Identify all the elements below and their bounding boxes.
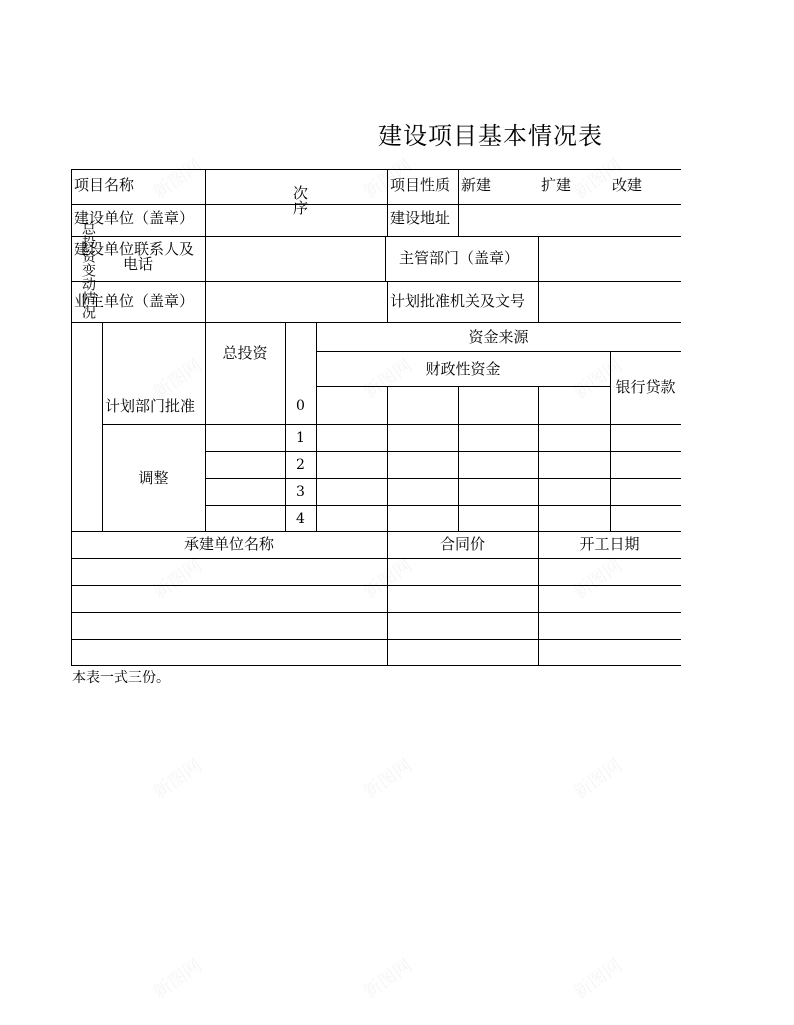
authority-label: 主管部门（盖章） bbox=[399, 249, 520, 267]
info-table bbox=[71, 169, 681, 666]
watermark bbox=[357, 752, 416, 804]
footnote: 本表一式三份。 bbox=[72, 670, 170, 686]
watermark bbox=[357, 952, 416, 1004]
contact-label-line1: 建设单位联系人及 bbox=[74, 240, 195, 258]
contact-label-line2: 电话 bbox=[122, 255, 153, 273]
plan-approval-label: 计划部门批准 bbox=[105, 397, 196, 415]
start-date-header: 开工日期 bbox=[579, 535, 640, 553]
authority-field[interactable] bbox=[539, 237, 681, 281]
fiscal-funds-header: 财政性资金 bbox=[425, 360, 501, 378]
owner-label: 业主单位（盖章） bbox=[74, 292, 195, 310]
watermark bbox=[147, 752, 206, 804]
watermark bbox=[147, 952, 206, 1004]
project-nature-label: 项目性质 bbox=[390, 176, 451, 194]
approval-field[interactable] bbox=[539, 282, 681, 322]
funding-source-header: 资金来源 bbox=[468, 328, 529, 346]
contact-field[interactable] bbox=[206, 237, 385, 281]
site-field[interactable] bbox=[459, 205, 681, 236]
watermark bbox=[567, 752, 626, 804]
bank-loan-header: 银行贷款 bbox=[615, 378, 676, 396]
adjust-label: 调整 bbox=[138, 469, 169, 487]
nature-option-expand[interactable]: 扩建 bbox=[541, 176, 572, 194]
project-name-label: 项目名称 bbox=[74, 176, 135, 194]
contract-price-header: 合同价 bbox=[439, 535, 485, 553]
order-number: 3 bbox=[296, 484, 305, 500]
order-number: 1 bbox=[296, 430, 305, 446]
approval-label: 计划批准机关及文号 bbox=[390, 292, 526, 310]
order-header: 次序 bbox=[291, 185, 309, 215]
nature-option-rebuild[interactable]: 改建 bbox=[612, 176, 643, 194]
watermark bbox=[567, 952, 626, 1004]
nature-option-new[interactable]: 新建 bbox=[461, 176, 492, 194]
order-number: 0 bbox=[296, 398, 305, 414]
total-investment-header: 总投资 bbox=[222, 344, 268, 362]
contractor-name-header: 承建单位名称 bbox=[183, 535, 274, 553]
order-number: 4 bbox=[296, 511, 305, 527]
page-title: 建设项目基本情况表 bbox=[378, 122, 603, 150]
investment-section-label: 总投资变动情况 bbox=[80, 221, 96, 319]
site-label: 建设地址 bbox=[390, 209, 451, 227]
order-number: 2 bbox=[296, 457, 305, 473]
owner-field[interactable] bbox=[206, 282, 387, 322]
builder-label: 建设单位（盖章） bbox=[74, 209, 195, 227]
